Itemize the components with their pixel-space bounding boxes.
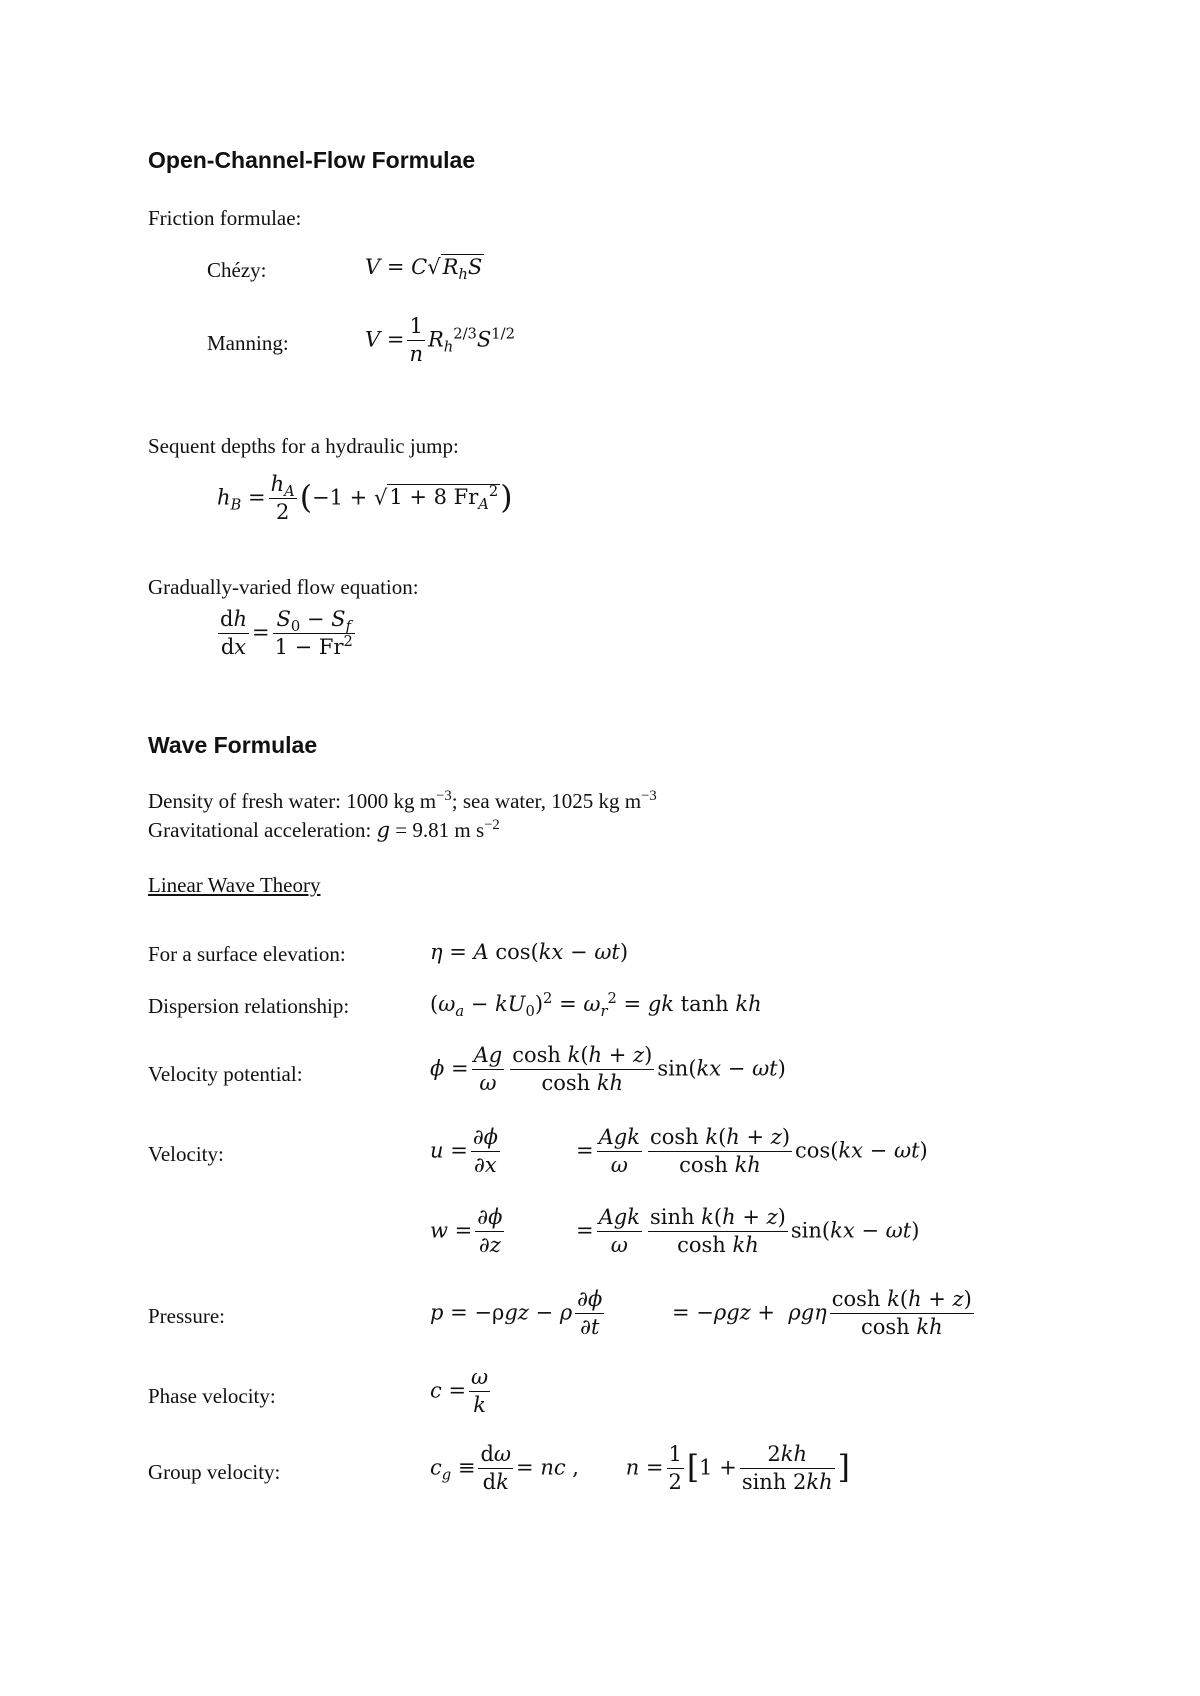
pressure-expansion: = −ρgz + ρgη $\frac{\text{cosh k(h + z)}}{\text{cosh kh}}$ [672,1287,972,1340]
density-text: Density of fresh water: 1000 kg m [148,789,437,813]
group-label: Group velocity: [148,1460,281,1484]
seawater-text: ; sea water, 1025 kg m [451,789,642,813]
gravity-label: Gravitational acceleration: [148,818,377,842]
velocity-label: Velocity: [148,1142,224,1166]
gvf-formula: $\frac{dh}{dx}$ = $\frac{S_0 - S_f}{1 - Fr^2}$ [220,607,353,660]
velocity-u-expansion: = $\frac{\text{Agk}}{\omega}$ $\frac{\text{cosh k(h + z)}}{\text{cosh kh}}$ cos(kx − ωt) [576,1125,928,1178]
surface-label: For a surface elevation: [148,942,346,966]
chezy-formula: $V = C√R_hS$ [365,255,483,284]
channel-heading: Open-Channel-Flow Formulae [148,147,476,173]
surface-formula: η = A cos(kx − ωt) [430,940,629,964]
manning-formula: V = $\frac{1}{n}$ $R_h^{2/3}S^{1/2}$ [365,314,515,367]
friction-label: Friction formulae: [148,206,302,230]
phase-formula: c = $\frac{\omega}{k}$ [430,1365,489,1418]
gravity-exponent: −2 [484,817,500,833]
gravity-symbol: g [376,818,391,842]
seawater-exponent: −3 [641,788,657,804]
dispersion-formula: $(\omega_a - kU_0)^2 = \omega_r^2$ = gk tanh kh [430,990,762,1021]
gvf-label: Gradually-varied flow equation: [148,575,419,599]
gravity-value: = 9.81 m s [390,818,485,842]
chezy-label: Chézy: [207,258,267,282]
jump-formula: $h_B$ = $\frac{h_A}{2}$ (−1 + √1 + 8 $Fr_A^2$) [217,472,513,525]
linear-wave-theory-heading: Linear Wave Theory [148,873,321,897]
potential-formula: ϕ = $\frac{Ag}{\omega}$ $\frac{\text{cosh k(h + z)}}{\text{cosh kh}}$ sin(kx − ωt) [430,1043,786,1096]
jump-label: Sequent depths for a hydraulic jump: [148,434,459,458]
manning-label: Manning: [207,331,289,355]
velocity-w-expansion: = $\frac{\text{Agk}}{\omega}$ $\frac{\text{sinh k(h + z)}}{\text{cosh kh}}$ sin(kx − ωt) [576,1205,920,1258]
gravity-line [148,818,500,842]
density-line [148,789,657,813]
potential-label: Velocity potential: [148,1062,303,1086]
dispersion-label: Dispersion relationship: [148,994,350,1018]
density-exponent: −3 [436,788,452,804]
velocity-u-formula: u = $\frac{\partial\phi}{\partial x}$ [430,1125,498,1178]
pressure-label: Pressure: [148,1304,225,1328]
wave-heading: Wave Formulae [148,732,318,758]
velocity-w-formula: w = $\frac{\partial\phi}{\partial z}$ [430,1205,503,1258]
group-formula: $c_g$ ≡ $\frac{d\omega}{dk}$ = nc , n = $\frac{1}{2}$ [1 + $\frac{2kh}{\sinh 2kh}$ ] [430,1442,850,1495]
pressure-formula: p = −ρgz − ρ $\frac{\partial\phi}{\partial t}$ [430,1287,603,1340]
phase-label: Phase velocity: [148,1384,276,1408]
